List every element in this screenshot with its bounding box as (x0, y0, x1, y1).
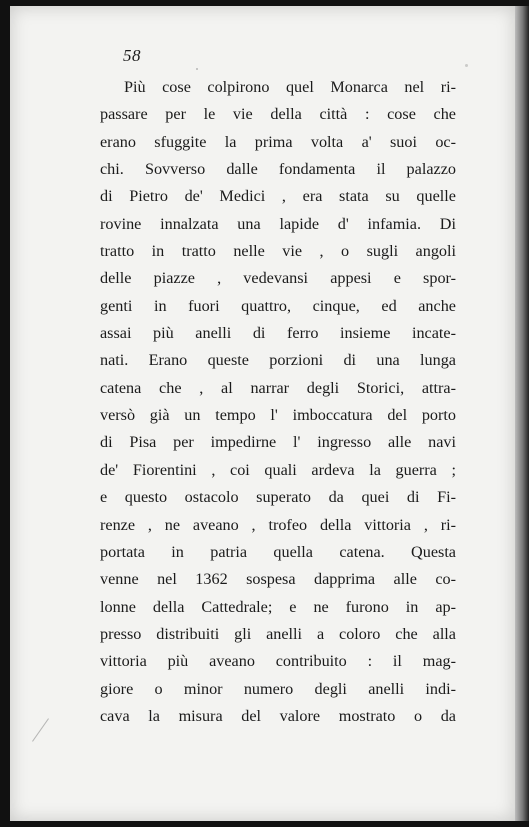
text-line: portata in patria quella catena. Questa (100, 542, 456, 561)
paper-scratch-mark (32, 718, 49, 742)
text-line: de' Fiorentini , coi quali ardeva la guerra ; (100, 460, 456, 479)
text-line: Più cose colpirono quel Monarca nel ri- (124, 78, 456, 96)
text-line: chi. Sovverso dalle fondamenta il palazzo (100, 160, 456, 179)
text-line: renze , ne aveano , trofeo della vittoria , ri- (100, 515, 456, 534)
text-line: nati. Erano queste porzioni di una lunga (100, 351, 456, 370)
text-line: erano sfuggite la prima volta a' suoi oc- (100, 132, 456, 151)
text-line: giore o minor numero degli anelli indi- (100, 679, 456, 698)
text-line: venne nel 1362 sospesa dapprima alle co- (100, 570, 456, 589)
page-edge-shadow (515, 6, 529, 821)
text-line: lonne della Cattedrale; e ne furono in ap- (100, 597, 456, 616)
text-line: e questo ostacolo superato da quei di Fi- (100, 488, 456, 507)
body-text (100, 74, 456, 730)
text-line: assai più anelli di ferro insieme incate- (100, 324, 456, 343)
text-line: delle piazze , vedevansi appesi e spor- (100, 269, 456, 288)
text-line: cava la misura del valore mostrato o da (100, 706, 456, 725)
text-line: versò già un tempo l' imboccatura del porto (100, 406, 456, 425)
text-line: presso distribuiti gli anelli a coloro che alla (100, 624, 456, 643)
text-line: vittoria più aveano contribuito : il mag- (100, 652, 456, 671)
ink-speck (196, 68, 198, 70)
text-line: tratto in tratto nelle vie , o sugli angoli (100, 242, 456, 261)
text-line: rovine innalzata una lapide d' infamia. Di (100, 214, 456, 233)
ink-speck (465, 64, 468, 67)
page-number: 58 (123, 46, 141, 65)
text-line: di Pisa per impedirne l' ingresso alle navi (100, 433, 456, 452)
text-line: genti in fuori quattro, cinque, ed anche (100, 296, 456, 315)
text-line: di Pietro de' Medici , era stata su quelle (100, 187, 456, 206)
text-line: passare per le vie della città : cose che (100, 105, 456, 124)
text-line: catena che , al narrar degli Storici, attra- (100, 378, 456, 397)
